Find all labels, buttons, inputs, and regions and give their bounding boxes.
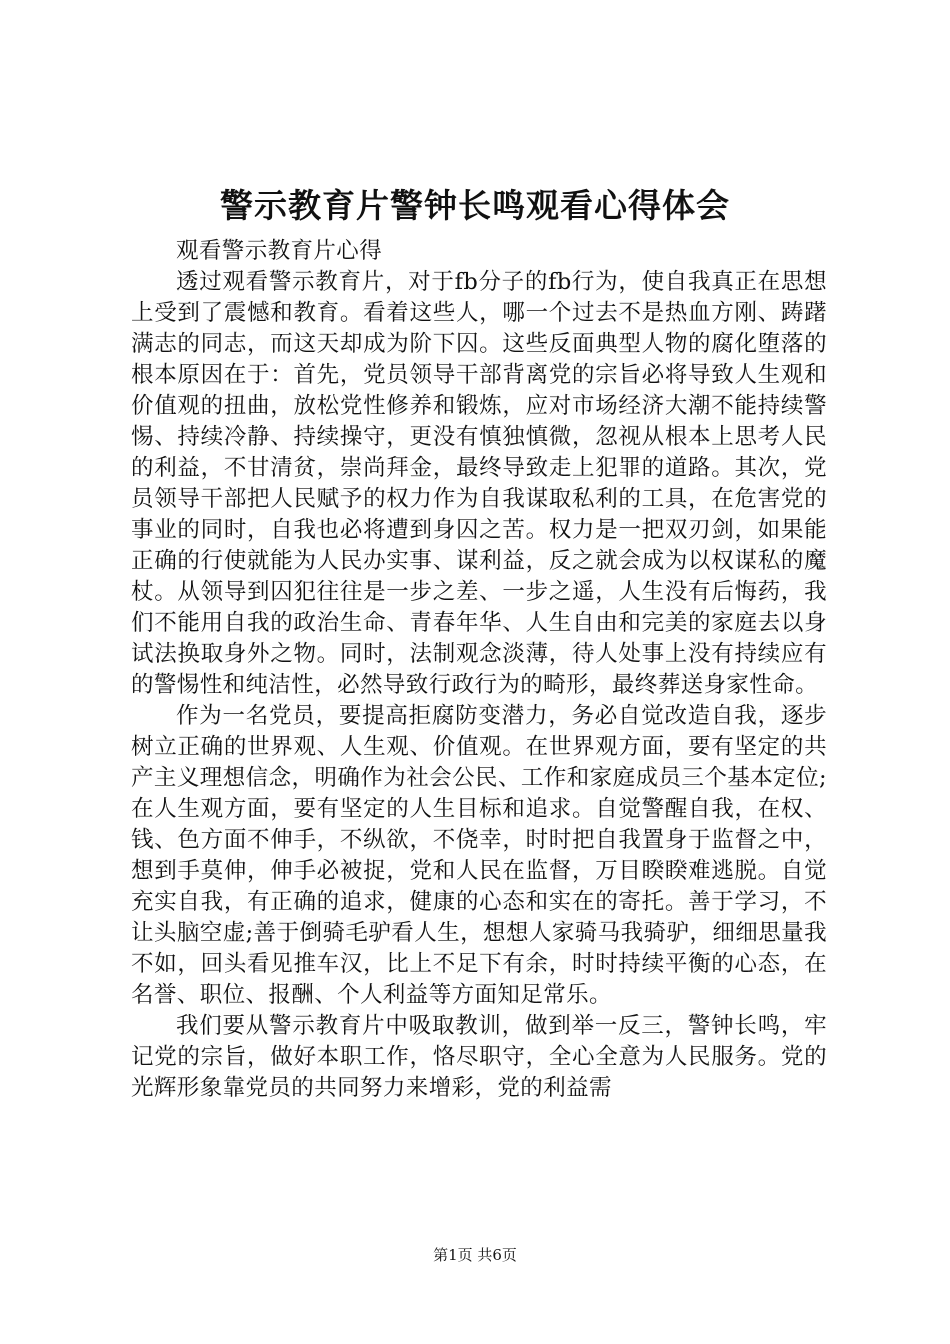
paragraph-2: 作为一名党员，要提高拒腐防变潜力，务必自觉改造自我，逐步树立正确的世界观、人生观、价值观。在世界观方面，要有坚定的共产主义理想信念，明确作为社会公民、工作和家庭成员三个基本定位;在人生观方面，要有坚定的人生目标和追求。自觉警醒自我，在权、钱、色方面不伸手，不纵欲，不侥幸，时时把自我置身于监督之中，想到手莫伸，伸手必被捉，党和人民在监督，万目睽睽难逃脱。自觉充实自我，有正确的追求，健康的心态和实在的寄托。善于学习，不让头脑空虚;善于倒骑毛驴看人生，想想人家骑马我骑驴，细细思量我不如，回头看见推车汉，比上不足下有余，时时持续平衡的心态，在名誉、职位、报酬、个人利益等方面知足常乐。 xyxy=(131,703,827,1008)
document-body xyxy=(131,236,827,1104)
document-subtitle: 观看警示教育片心得 xyxy=(176,238,383,264)
document-title: 警示教育片警钟长鸣观看心得体会 xyxy=(220,186,730,225)
paragraph-1: 透过观看警示教育片，对于fb分子的fb行为，使自我真正在思想上受到了震憾和教育。看着这些人，哪一个过去不是热血方刚、踌躇满志的同志，而这天却成为阶下囚。这些反面典型人物的腐化堕落的根本原因在于：首先，党员领导干部背离党的宗旨必将导致人生观和价值观的扭曲，放松党性修养和锻炼，应对市场经济大潮不能持续警惕、持续冷静、持续操守，更没有慎独慎微，忽视从根本上思考人民的利益，不甘清贫，崇尚拜金，最终导致走上犯罪的道路。其次，党员领导干部把人民赋予的权力作为自我谋取私利的工具，在危害党的事业的同时，自我也必将遭到身囚之苦。权力是一把双刃剑，如果能正确的行使就能为人民办实事、谋利益，反之就会成为以权谋私的魔杖。从领导到囚犯往往是一步之差、一步之遥，人生没有后悔药，我们不能用自我的政治生命、青春年华、人生自由和完美的家庭去以身试法换取身外之物。同时，法制观念淡薄，待人处事上没有持续应有的警惕性和纯洁性，必然导致行政行为的畸形，最终葬送身家性命。 xyxy=(131,269,827,698)
paragraph-3: 我们要从警示教育片中吸取教训，做到举一反三，警钟长鸣，牢记党的宗旨，做好本职工作，恪尽职守，全心全意为人民服务。党的光辉形象靠党员的共同努力来增彩，党的利益需 xyxy=(131,1013,827,1101)
page-number-footer: 第1页 共6页 xyxy=(433,1246,517,1264)
